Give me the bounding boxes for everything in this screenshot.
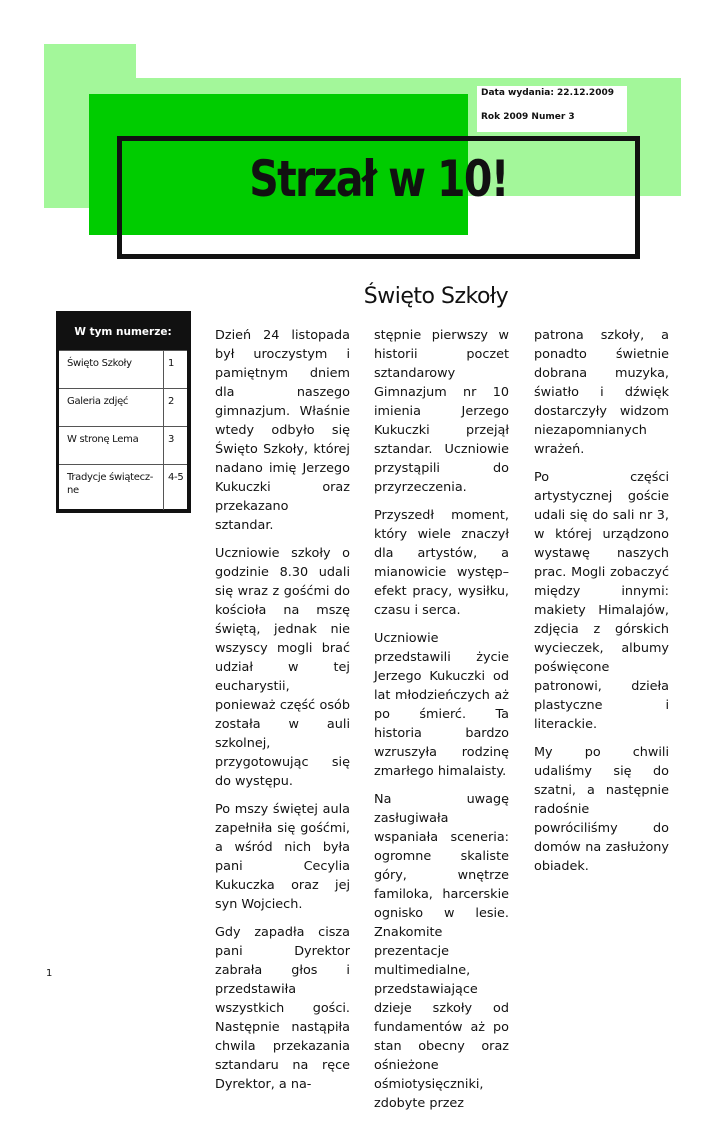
article-column-1 [215, 326, 350, 1103]
paragraph: Uczniowie szkoły o godzinie 8.30 udali się wraz z gośćmi do kościoła na mszę świętą, jednak nie wszyscy mogli brać udział w tej eucharystii, ponieważ część osób została w auli szkolnej, przygotowując się do występu. [215, 546, 350, 789]
page-number: 1 [46, 968, 53, 979]
toc-row-page: 2 [163, 389, 193, 427]
table-of-contents [56, 311, 191, 513]
paragraph: Uczniowie przedstawili życie Jerzego Kukuczki od lat młodzieńczych aż po śmierć. Ta historia bardzo wzruszyła rodzinę zmarłego himalaisty. [374, 631, 509, 779]
issue-number: Rok 2009 Numer 3 [481, 112, 575, 122]
paragraph: Przyszedł moment, który wiele znaczył dla artystów, a mianowicie występ– efekt pracy, wysiłku, czasu i serca. [374, 508, 509, 618]
toc-row-page: 3 [163, 427, 193, 465]
toc-row-label: Tradycje świątecz-ne [67, 472, 154, 496]
toc-row[interactable] [59, 426, 187, 465]
paragraph: My po chwili udaliśmy się do szatni, a następnie radośnie powróciliśmy do domów na zasłużony obiadek. [534, 745, 669, 874]
paragraph: Po części artystycznej goście udali się do sali nr 3, w której urządzono wystawę naszych prac. Mogli zobaczyć między innymi: makiety Himalajów, zdjęcia z górskich wycieczek, albumy poświęcone patronowi, dzieła plastyczne i literackie. [534, 470, 669, 732]
issue-date: Data wydania: 22.12.2009 [481, 88, 614, 98]
paragraph: Na uwagę zasługiwała wspaniała sceneria: ogromne skaliste góry, wnętrze familoka, harcerskie ognisko w lesie. Znakomite prezentacje multimedialne, przedstawiające dzieje szkoły od fundamentów aż po stan obecny oraz ośnieżone ośmiotysięczniki, zdobyte przez [374, 792, 509, 1111]
issue-info-box [477, 86, 627, 132]
article-column-3 [534, 326, 669, 885]
article-title: Święto Szkoły [363, 284, 509, 309]
toc-row-page: 4-5 [163, 465, 193, 510]
paragraph: Gdy zapadła cisza pani Dyrektor zabrała głos i przedstawiła wszystkich gości. Następnie nastąpiła chwila przekazania sztandaru na ręce Dyrektor, a na- [215, 925, 350, 1092]
paragraph: Po mszy świętej aula zapełniła się gośćmi, a wśród nich była pani Cecylia Kukuczka oraz jej syn Wojciech. [215, 802, 350, 912]
toc-row[interactable] [59, 350, 187, 389]
toc-row[interactable] [59, 464, 187, 510]
paragraph: stępnie pierwszy w historii poczet sztandarowy Gimnazjum nr 10 imienia Jerzego Kukuczki przejął sztandar. Uczniowie przystąpili do przyrzeczenia. [374, 328, 509, 495]
newspaper-title: Strzał w 10! [249, 150, 508, 208]
toc-row-label: Święto Szkoły [67, 358, 132, 369]
article-column-2 [374, 326, 509, 1122]
toc-row-label: Galeria zdjęć [67, 396, 129, 407]
toc-row[interactable] [59, 388, 187, 427]
paragraph: patrona szkoły, a ponadto świetnie dobrana muzyka, światło i dźwięk dostarczyły widzom niezapomnianych wrażeń. [534, 328, 669, 457]
toc-row-label: W stronę Lema [67, 434, 139, 445]
toc-row-page: 1 [163, 351, 193, 389]
toc-heading: W tym numerze: [59, 314, 187, 350]
paragraph: Dzień 24 listopada był uroczystym i pamiętnym dniem dla naszego gimnazjum. Właśnie wtedy odbyło się Święto Szkoły, której nadano imię Jerzego Kukuczki oraz przekazano sztandar. [215, 328, 350, 533]
